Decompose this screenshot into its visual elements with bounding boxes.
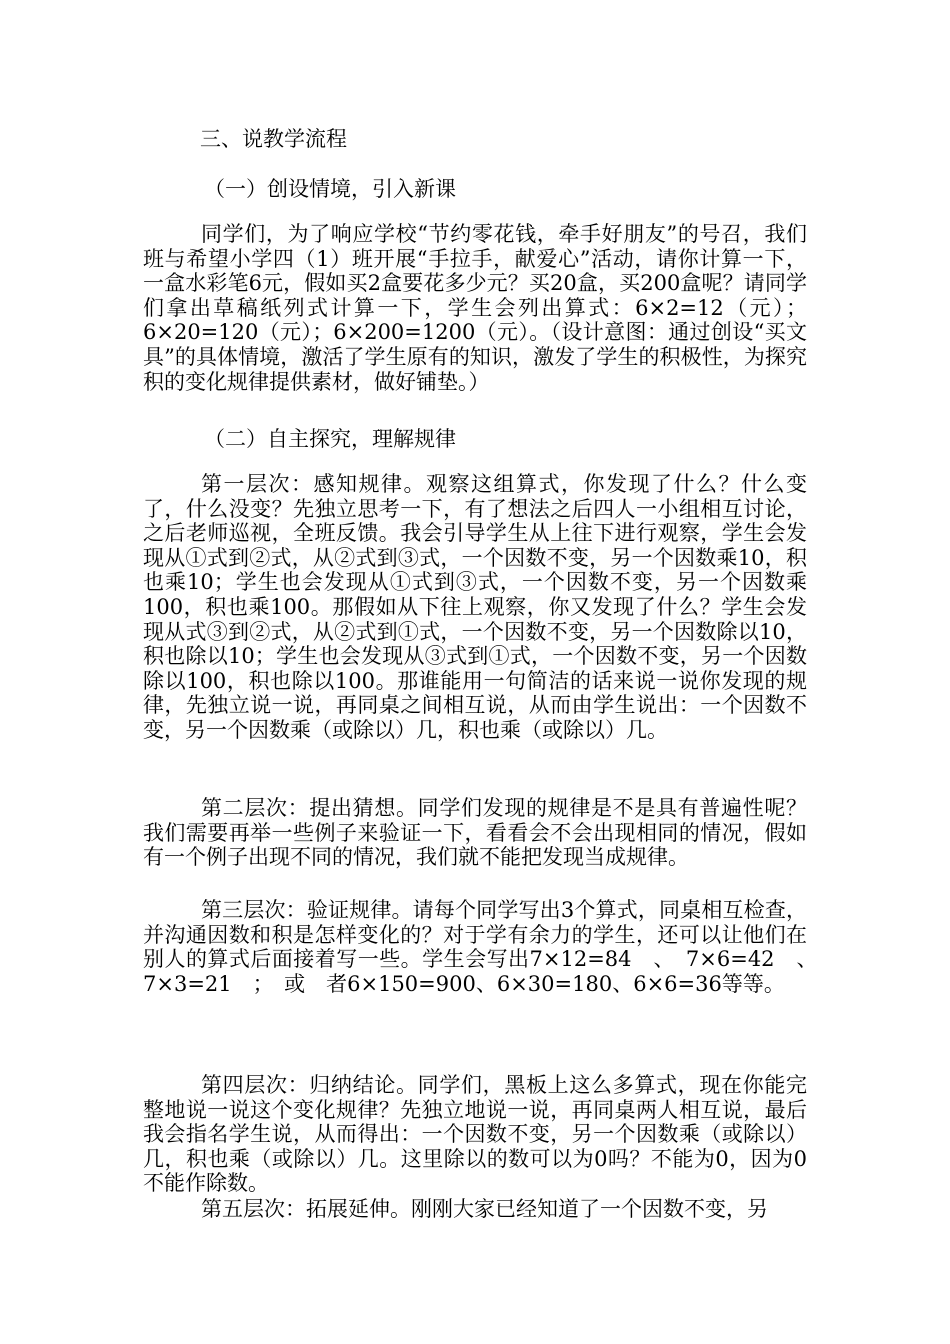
level-5-paragraph: 第五层次：拓展延伸。刚刚大家已经知道了一个因数不变，另 (201, 1197, 768, 1221)
level-4-paragraph: 第四层次：归纳结论。同学们，黑板上这么多算式，现在你能完整地说一说这个变化规律？先独立地说一说，再同桌两人相互说，最后我会指名学生说，从而得出：一个因数不变，另一个因数乘（或除以）几，积也乘（或除以）几。这里除以的数可以为0吗？不能为0，因为0不能作除数。 (143, 1073, 807, 1196)
level-3-paragraph: 第三层次：验证规律。请每个同学写出3个算式，同桌相互检查，并沟通因数和积是怎样变化的？对于学有余力的学生，还可以让他们在别人的算式后面接着写一些。学生会写出7×12=84 、 7×6=42 、 7×3=21 ； 或 者6×150=900、6×30=180、6×6=36等等。 (143, 898, 828, 996)
level-1-paragraph: 第一层次：感知规律。观察这组算式，你发现了什么？什么变了，什么没变？先独立思考一下，有了想法之后四人一小组相互讨论，之后老师巡视，全班反馈。我会引导学生从上往下进行观察，学生会发现从①式到②式，从②式到③式，一个因数不变，另一个因数乘10，积也乘10；学生也会发现从①式到③式，一个因数不变，另一个因数乘100，积也乘100。那假如从下往上观察，你又发现了什么？学生会发现从式③到②式，从②式到①式，一个因数不变，另一个因数除以10，积也除以10；学生也会发现从③式到①式，一个因数不变，另一个因数除以100，积也除以100。那谁能用一句简洁的话来说一说你发现的规律，先独立说一说，再同桌之间相互说，从而由学生说出：一个因数不变，另一个因数乘（或除以）几，积也乘（或除以）几。 (143, 472, 807, 742)
intro-paragraph: 同学们，为了响应学校“节约零花钱，牵手好朋友”的号召，我们班与希望小学四（1）班开展“手拉手，献爱心”活动，请你计算一下，一盒水彩笔6元，假如买2盒要花多少元？买20盒，买200盒呢？请同学们拿出草稿纸列式计算一下，学生会列出算式：6×2=12（元）；6×20=120（元）；6×200=1200（元）。（设计意图：通过创设“买文具”的具体情境，激活了学生原有的知识，激发了学生的积极性，为探究积的变化规律提供素材，做好铺垫。） (143, 222, 807, 394)
subsection-title-1: （一）创设情境，引入新课 (204, 177, 456, 201)
level-2-paragraph: 第二层次：提出猜想。同学们发现的规律是不是具有普遍性呢？我们需要再举一些例子来验证一下，看看会不会出现相同的情况，假如有一个例子出现不同的情况，我们就不能把发现当成规律。 (143, 796, 807, 870)
subsection-title-2: （二）自主探究，理解规律 (204, 427, 456, 451)
section-title: 三、说教学流程 (200, 127, 347, 151)
